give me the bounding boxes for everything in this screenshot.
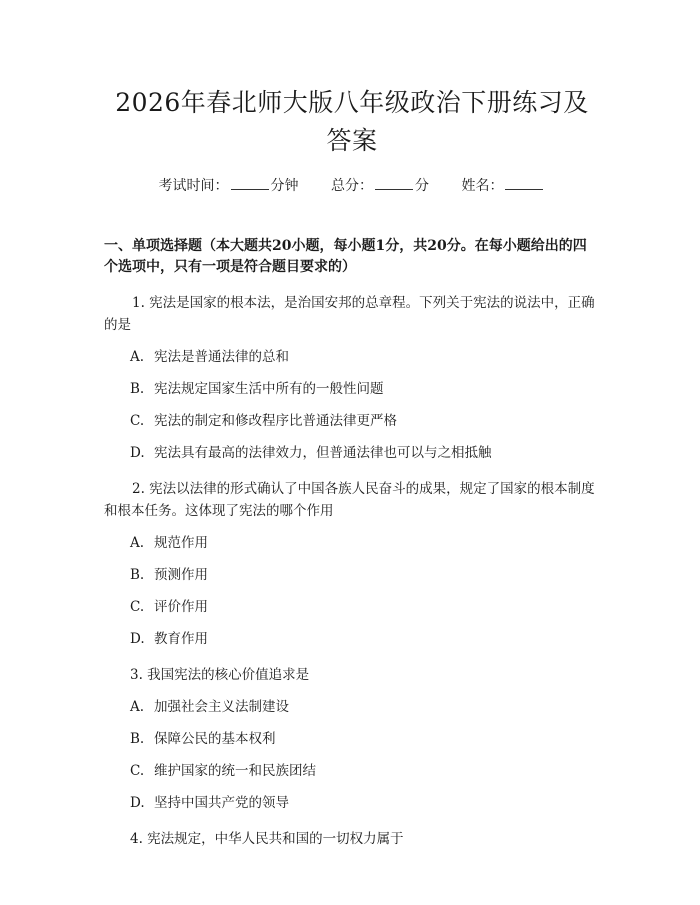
question-1-option-b: B. 宪法规定国家生活中所有的一般性问题 xyxy=(130,381,384,397)
score-label: 总分： xyxy=(331,178,373,194)
section-heading: 一、单项选择题（本大题共20小题，每小题1分，共20分。在每小题给出的四个选项中，只有一项是符合题目要求的） xyxy=(104,238,587,275)
question-2-option-a: A. 规范作用 xyxy=(130,535,208,551)
question-2-stem: 2. 宪法以法律的形式确认了中国各族人民奋斗的成果，规定了国家的根本制度和根本任务。这体现了宪法的哪个作用 xyxy=(104,481,595,519)
question-3-option-c: C. 维护国家的统一和民族团结 xyxy=(130,763,316,779)
document-title: 2026年春北师大版八年级政治下册练习及答案 xyxy=(115,88,589,155)
question-1-option-d: D. 宪法具有最高的法律效力，但普通法律也可以与之相抵触 xyxy=(130,445,492,461)
question-1-option-a: A. 宪法是普通法律的总和 xyxy=(130,349,289,365)
question-3-option-d: D. 坚持中国共产党的领导 xyxy=(130,795,289,811)
question-2-option-d: D. 教育作用 xyxy=(130,631,208,647)
name-label: 姓名： xyxy=(461,178,504,194)
question-4-stem: 4. 宪法规定，中华人民共和国的一切权力属于 xyxy=(130,831,404,847)
question-1-stem: 1. 宪法是国家的根本法，是治国安邦的总章程。下列关于宪法的说法中，正确的是 xyxy=(104,295,595,333)
question-2-option-c: C. 评价作用 xyxy=(130,599,208,615)
score-unit: 分 xyxy=(415,178,429,194)
score-blank xyxy=(375,177,413,190)
question-3-stem: 3. 我国宪法的核心价值追求是 xyxy=(130,667,310,683)
exam-time xyxy=(159,176,299,196)
time-blank xyxy=(231,177,269,190)
time-label: 考试时间： xyxy=(158,178,229,194)
question-3-option-b: B. 保障公民的基本权利 xyxy=(130,731,276,747)
name-blank xyxy=(505,177,543,190)
time-unit: 分钟 xyxy=(270,178,299,194)
question-3-option-a: A. 加强社会主义法制建设 xyxy=(130,699,289,715)
question-1-option-c: C. 宪法的制定和修改程序比普通法律更严格 xyxy=(130,413,397,429)
exam-meta xyxy=(104,176,600,196)
exam-score xyxy=(331,176,429,196)
exam-name xyxy=(461,176,545,196)
question-2-option-b: B. 预测作用 xyxy=(130,567,208,583)
